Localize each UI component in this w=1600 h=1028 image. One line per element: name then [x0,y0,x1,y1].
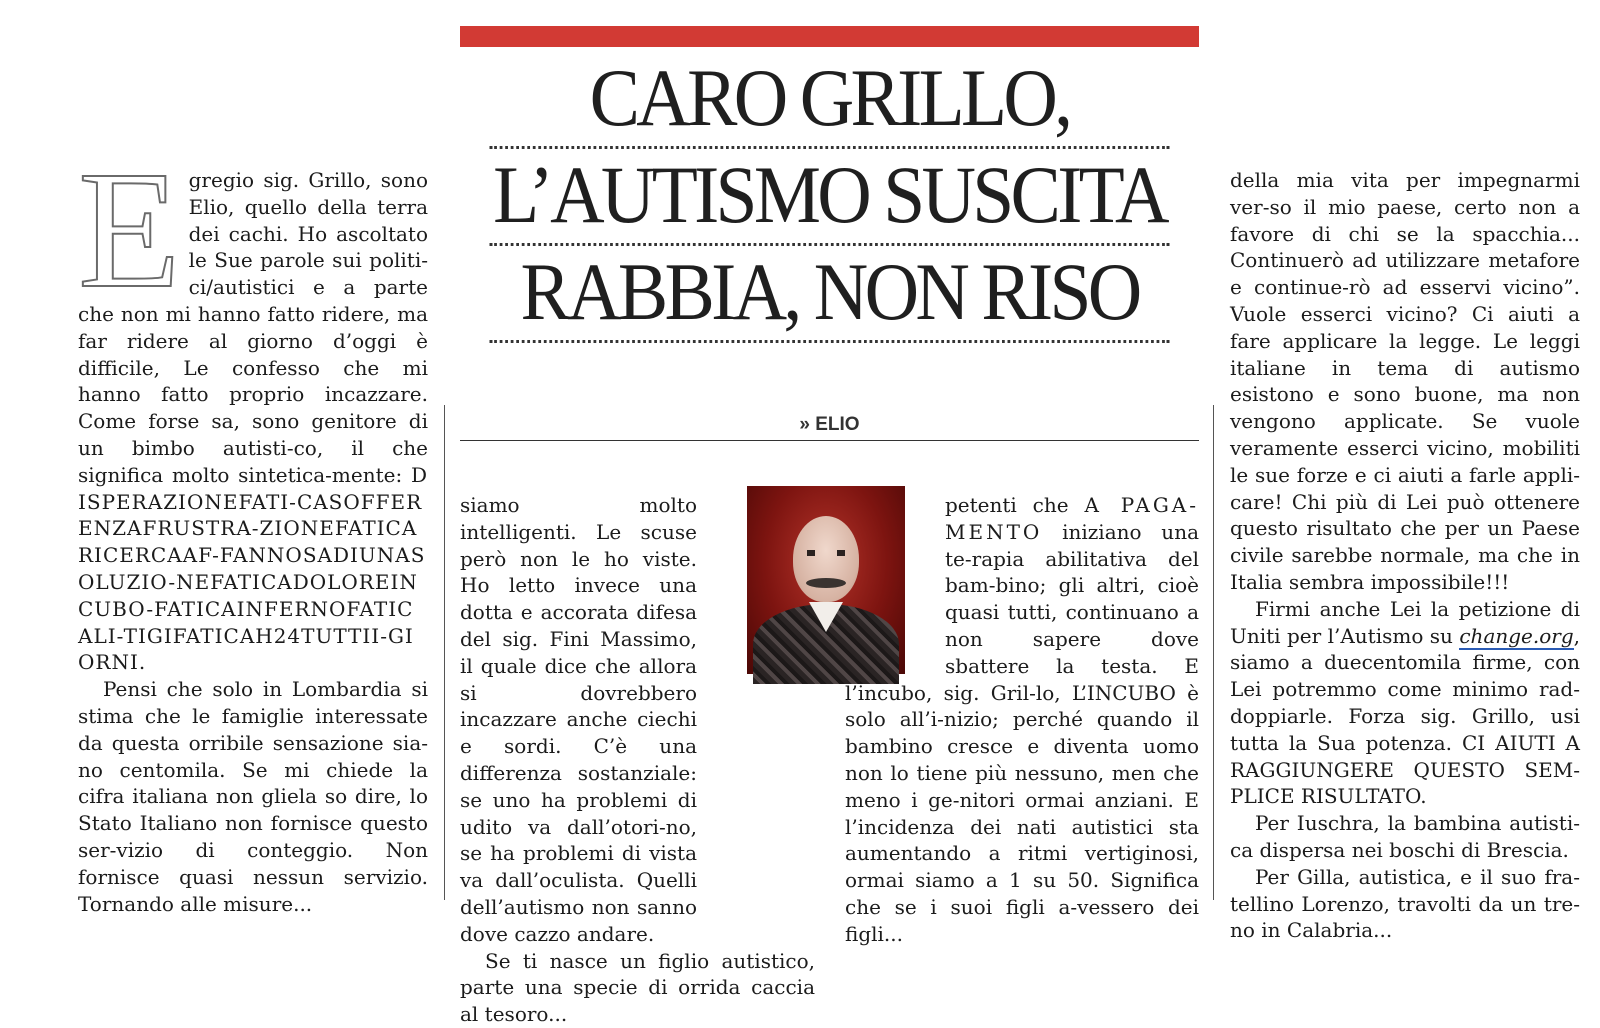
column-rule-1 [444,405,445,900]
headline [460,52,1199,343]
paragraph-text: , siamo a duecentomila firme, con Lei potremmo come minimo rad-doppiarle. Forza sig. Grillo, usi tutta la Sua potenza. CI AIUTI A RAGGIUNGERE QUESTO SEM-PLICE RISULTATO. [1230,623,1581,809]
paragraph: Per Gilla, autistica, e il suo fra-tellino Lorenzo, travolti da un tre-no in Calabria... [1230,864,1580,943]
paragraph: siamo molto intelligenti. Le scuse però non le ho viste. Ho letto invece una dotta e accorata difesa del sig. Fini Massimo, il quale dice che allora si dovrebbero incazzare anche ciechi e sordi. C’è una differenza sostanziale: se uno ha problemi di udito va dall’otori-no, se ha problemi di vista va dall’oculista. Quelli dell’autismo non sanno dove cazzo andare. [460,493,697,946]
column-rule-3 [1213,405,1214,900]
article-column-4 [1230,167,1581,943]
article-column-3 [845,492,1200,946]
paragraph: Se ti nasce un figlio autistico, parte una specie di orrida caccia al tesoro... [460,948,815,1027]
drop-cap: E [78,137,179,323]
photo-mustache [806,578,846,588]
headline-line-2: L’AUTISMO SUSCITA [490,149,1170,246]
paragraph [1230,596,1580,810]
paragraph-text: iniziano una te-rapia abilitativa del bam-bino; gli altri, cioè quasi tutti, continuano a non sapere dove sbattere la testa. E l’incubo, sig. Gril-lo, L’INCUBO è solo all’i-nizio; perché quando il bambino cresce e diventa uomo non lo tiene più nessuno, men che meno i ge-nitori ormai anziani. E l’incidenza dei nati autistici sta aumentando a ritmi vertiginosi, ormai siamo a 1 su 50. Significa che se i suoi figli a-vessero dei figli... [845,519,1199,946]
paragraph-text: petenti che [945,493,1069,517]
paragraph: della mia vita per impegnarmi ver-so il mio paese, certo non a favore di chi se la spacchia... Continuerò ad utilizzare metafore e continue-rò ad esservi vicino”. Vuole esserci vicino? Ci aiuti a fare applicare la legge. Le leggi italiane in tema di autismo esistono e sono buone, ma non vengono applicate. Se vuole veramente esserci vicino, mobiliti le sue forze e ci aiuti a farle appli-care! Chi più di Lei può ottenere questo risultato che per un Paese civile sarebbe normale, ma che in Italia sembra impossibile!!! [1230,168,1580,594]
change-org-link[interactable]: change.org [1459,623,1574,648]
headline-accent-bar [460,26,1199,47]
byline: » ELIO [460,402,1199,441]
paragraph-text: gregio sig. Grillo, sono Elio, quello della terra dei cachi. Ho ascoltato le Sue parole sui politi-ci/autistici e a parte che non mi hanno fatto ridere, ma far ridere al giorno d’oggi è difficile, Le confesso che mi hanno fatto proprio incazzare. Come forse sa, sono genitore di un bimbo autisti-co, il che significa molto sintetica-mente: [78,168,428,487]
paragraph-caps: A PAGA-MENTO [945,493,1200,544]
headline-line-1: CARO GRILLO, [490,52,1170,149]
headline-line-3: RABBIA, NON RISO [490,246,1170,343]
photo-wrap-space [845,492,939,670]
paragraph-caps: DISPERAZIONEFATI-CASOFFERENZAFRUSTRA-ZIONEFATICARICERCAAF-FANNOSADIUNASOLUZIO-NEFATICADOLOREINCUBO-FATICAINFERNOFATICALI-TIGIFATICAH24TUTTII-GIORNI. [78,462,428,675]
paragraph-text: Firmi anche Lei la petizione di Uniti per l’Autismo su [1230,596,1580,648]
paragraph: Per Iuschra, la bambina autisti-ca dispersa nei boschi di Brescia. [1230,811,1580,862]
photo-eyes [807,550,845,556]
paragraph: Pensi che solo in Lombardia si stima che le famiglie interessate da questa orribile sensazione sia-no centomila. Se mi chiede la cifra italiana non gliela so dire, lo Stato Italiano non fornisce questo ser-vizio di conteggio. Non fornisce quasi nessun servizio. Tornando alle misure... [78,677,428,916]
article-column-1 [78,137,428,916]
